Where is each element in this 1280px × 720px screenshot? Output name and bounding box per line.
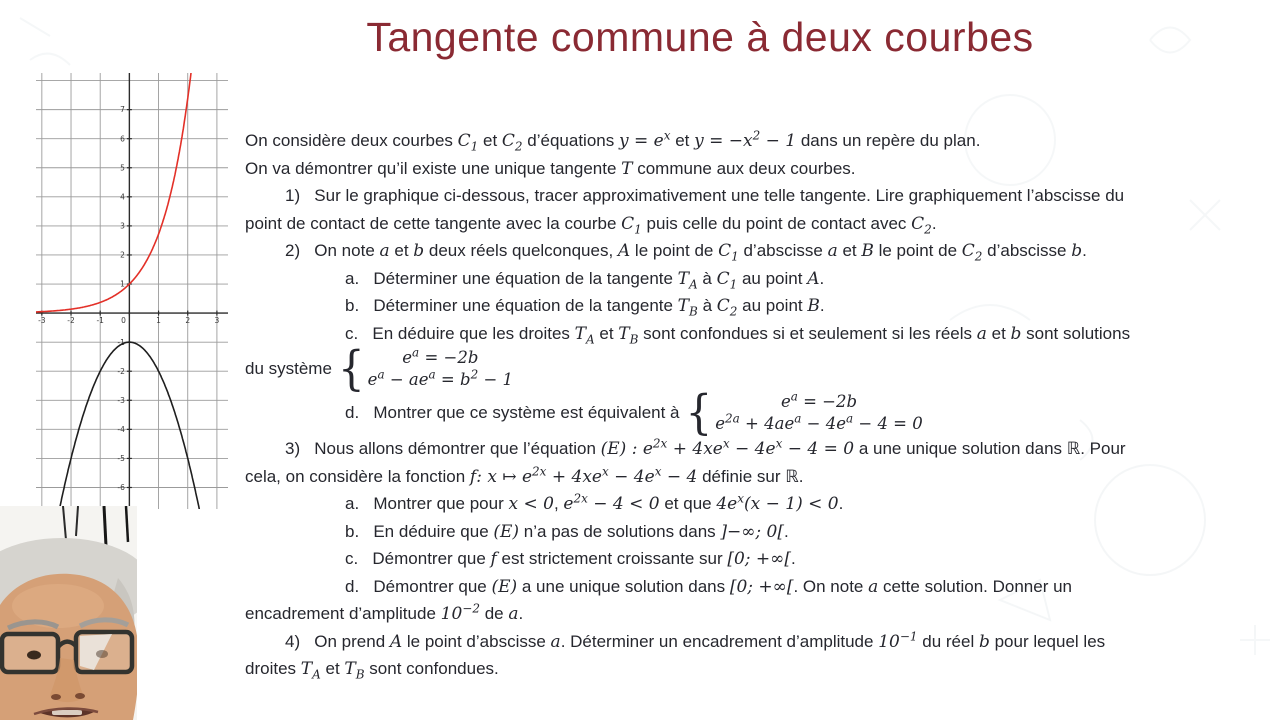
exercise-line: point de contact de cette tangente avec la courbe $C_1$ puis celle du point de contact avec $C_2$. (245, 213, 937, 236)
teeth (52, 710, 82, 715)
system-equation: $e^a = -2b$ (402, 345, 479, 367)
exercise-line: d. Démontrer que (E) a une unique solution dans [0; +∞[. On note a cette solution. Donner un (345, 576, 1072, 597)
svg-text:-3: -3 (38, 316, 46, 326)
exercise-line: c. Démontrer que f est strictement croissante sur [0; +∞[. (345, 549, 796, 569)
exercise-line: cela, on considère la fonction f: x ↦ $e^{2x} + 4xe^x - 4e^x - 4$ définie sur ℝ. (245, 463, 804, 487)
svg-text:-6: -6 (117, 483, 125, 493)
exercise-text (245, 127, 1275, 683)
system-equation: $e^a - ae^a = b^2 - 1$ (367, 367, 514, 389)
presenter-face (0, 506, 137, 720)
exercise-line: 2) On note a et b deux réels quelconques, A le point de $C_1$ d’abscisse a et B le point de $C_2$ d’abscisse b. (285, 241, 1087, 264)
svg-text:-1: -1 (117, 337, 125, 347)
exercise-line: a. Déterminer une équation de la tangente $T_A$ à $C_1$ au point A. (345, 268, 825, 291)
svg-text:4: 4 (120, 192, 125, 202)
right-nostril (75, 693, 85, 699)
svg-text:3: 3 (120, 221, 125, 231)
svg-text:6: 6 (120, 134, 125, 144)
svg-text:-2: -2 (67, 316, 75, 326)
exercise-line: 4) On prend A le point d’abscisse a. Déterminer un encadrement d’amplitude $10^{-1}$ du réel b pour lequel les (285, 628, 1106, 652)
exercise-line: 3) Nous allons démontrer que l’équation (E) : $e^{2x} + 4xe^x - 4e^x - 4 = 0$ a une unique solution dans ℝ. Pour (285, 436, 1126, 459)
system-equation: $e^a = -2b$ (780, 389, 858, 411)
exercise-line: droites $T_A$ et $T_B$ sont confondues. (245, 659, 499, 682)
exercise-line: du système { $e^a = -2b$ $e^a - ae^a = b^2 - 1$ (245, 341, 514, 396)
svg-text:1: 1 (156, 316, 161, 326)
webcam-overlay (0, 506, 137, 720)
curves-graph-svg (36, 73, 228, 509)
right-eye (96, 650, 108, 658)
system-equation: $e^{2a} + 4ae^a - 4e^a - 4 = 0$ (715, 411, 923, 433)
exercise-line: b. En déduire que (E) n’a pas de solutions dans ]−∞; 0[. (345, 521, 789, 542)
svg-text:3: 3 (214, 316, 220, 326)
svg-text:1: 1 (120, 279, 125, 289)
exercise-line: c. En déduire que les droites $T_A$ et $T_B$ sont confondues si et seulement si les réels a et b sont solutions (345, 323, 1131, 346)
svg-text:-1: -1 (96, 316, 104, 326)
exercise-line: encadrement d’amplitude $10^{-2}$ de a. (245, 601, 524, 624)
left-nostril (51, 694, 61, 700)
exercise-line: b. Déterminer une équation de la tangente $T_B$ à $C_2$ au point B. (345, 296, 825, 319)
face (0, 538, 137, 720)
curve-C1 (36, 73, 191, 312)
svg-text:2: 2 (120, 250, 125, 260)
svg-text:5: 5 (120, 163, 125, 173)
exercise-line: 1) Sur le graphique ci-dessous, tracer approximativement une telle tangente. Lire graphiquement l’abscisse du (285, 186, 1125, 205)
svg-text:-2: -2 (117, 366, 125, 376)
exercise-line: a. Montrer que pour x < 0, $e^{2x} - 4 < 0$ et que $4e^x(x - 1) < 0$. (345, 491, 844, 514)
svg-text:-3: -3 (117, 395, 125, 405)
exercise-line: On va démontrer qu’il existe une unique tangente T commune aux deux courbes. (245, 158, 856, 179)
page-title: Tangente commune à deux courbes (366, 14, 1034, 60)
svg-text:0: 0 (121, 316, 126, 326)
svg-text:7: 7 (120, 105, 125, 115)
exercise-line: d. Montrer que ce système est équivalent à { $e^a = -2b$ $e^{2a} + 4ae^a - 4e^a - 4 = 0$ (345, 385, 923, 440)
svg-text:-4: -4 (117, 424, 125, 434)
svg-text:2: 2 (185, 316, 191, 326)
svg-text:-5: -5 (117, 454, 125, 464)
left-eye (27, 651, 41, 660)
curves-graph (36, 73, 228, 509)
exercise-line: On considère deux courbes $C_1$ et $C_2$ d’équations $y = e^x$ et $y = -x^2 - 1$ dans un repère du plan. (245, 128, 981, 154)
